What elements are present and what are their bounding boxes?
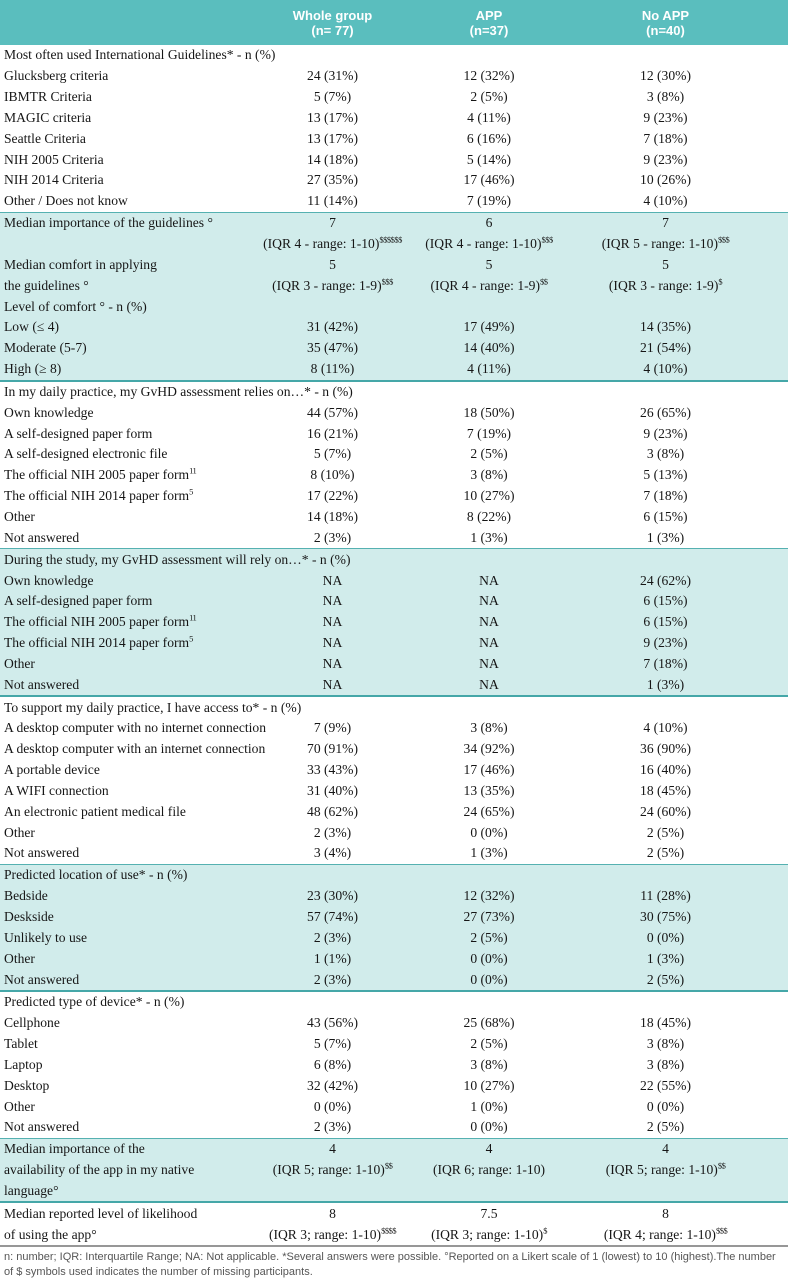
row-label: A desktop computer with no internet connection	[4, 720, 266, 736]
reference-superscript: 11	[189, 612, 197, 623]
row-label: The official NIH 2014 paper form$^5$	[4, 633, 193, 651]
cell-value: 70 (91%)	[307, 741, 358, 757]
cell-value: 9 (23%)	[643, 151, 688, 167]
table-row	[0, 1160, 788, 1181]
missing-participants-superscript: $$$$$$	[379, 234, 402, 245]
section-header-row	[0, 865, 788, 886]
cell-value: 0 (0%)	[470, 824, 508, 840]
cell-value: 3 (8%)	[646, 1056, 685, 1072]
cell-value: 3 (8%)	[470, 1056, 508, 1072]
table-row	[0, 338, 788, 359]
missing-participants-superscript: $$$	[718, 234, 730, 245]
cell-value: NA	[479, 676, 499, 692]
cell-value: 4	[329, 1141, 336, 1157]
table-row	[0, 191, 788, 212]
cell-value: 6 (8%)	[313, 1056, 352, 1072]
cell-value: NA	[322, 614, 343, 630]
row-label: Not answered	[4, 845, 80, 861]
row-label: Tablet	[4, 1036, 38, 1052]
cell-value: 4	[485, 1141, 493, 1157]
row-label: Other	[4, 950, 35, 966]
row-label: The official NIH 2005 paper form$^{11}$	[4, 612, 197, 630]
cell-value: 8 (11%)	[310, 361, 355, 377]
cell-value: 6 (15%)	[643, 508, 688, 524]
cell-value: 16 (40%)	[640, 762, 691, 778]
table-row	[0, 1013, 788, 1034]
cell-value: 1 (3%)	[646, 950, 685, 966]
cell-value: (IQR 3 - range: 1-9)$	[608, 276, 723, 293]
row-label: An electronic patient medical file	[4, 803, 186, 819]
row-group	[0, 45, 788, 212]
row-label: Most often used International Guidelines* - n (%)	[4, 47, 276, 63]
cell-value: 5	[329, 256, 336, 272]
cell-value: (IQR 4 - range: 1-9)$$	[430, 276, 548, 293]
header-col-whole-group	[255, 8, 410, 38]
cell-value: 14 (35%)	[640, 319, 691, 335]
header-col-no-app	[568, 8, 763, 38]
row-label: A self-designed electronic file	[4, 446, 168, 462]
missing-participants-superscript: $$	[384, 1160, 393, 1171]
row-label: Median comfort in applying	[4, 256, 157, 272]
table-row	[0, 1055, 788, 1076]
cell-value: 18 (45%)	[640, 782, 691, 798]
cell-value: 35 (47%)	[307, 340, 358, 356]
cell-value: 2 (5%)	[646, 845, 685, 861]
table-row	[0, 108, 788, 129]
cell-value: NA	[322, 572, 343, 588]
cell-value: 5 (7%)	[313, 89, 352, 105]
table-row	[0, 66, 788, 87]
cell-value: 7.5	[480, 1205, 498, 1221]
table-row	[0, 822, 788, 843]
table-row	[0, 1203, 788, 1224]
cell-value: 2 (3%)	[313, 529, 352, 545]
row-label: Laptop	[4, 1056, 43, 1072]
cell-value: 2 (5%)	[646, 824, 685, 840]
row-label: Low (≤ 4)	[4, 319, 60, 335]
cell-value: (IQR 3; range: 1-10)$$$$	[268, 1225, 397, 1242]
table-row	[0, 87, 788, 108]
row-label: MAGIC criteria	[4, 109, 92, 125]
highlight-band	[0, 864, 788, 992]
section-header-row	[0, 549, 788, 570]
cell-value: 32 (42%)	[307, 1077, 358, 1093]
cell-value: 7 (19%)	[466, 193, 512, 209]
cell-value: 6 (15%)	[643, 614, 688, 630]
row-label: Desktop	[4, 1077, 50, 1093]
table-row	[0, 653, 788, 674]
cell-value: 6 (15%)	[643, 593, 688, 609]
cell-value: 9 (23%)	[643, 425, 688, 441]
cell-value: 17 (46%)	[463, 762, 515, 778]
row-label: Other	[4, 824, 35, 840]
cell-value: (IQR 5 - range: 1-10)$$$	[601, 234, 730, 252]
cell-value: 30 (75%)	[640, 909, 691, 925]
cell-value: 2 (5%)	[646, 971, 685, 987]
cell-value: 5 (13%)	[643, 467, 688, 483]
table-row	[0, 444, 788, 465]
cell-value: (IQR 4; range: 1-10)$$$	[603, 1225, 728, 1242]
cell-value: 8 (10%)	[310, 467, 355, 483]
table-header-row	[0, 0, 788, 45]
row-label: Glucksberg criteria	[4, 68, 109, 84]
cell-value: NA	[322, 676, 343, 692]
cell-value: 25 (68%)	[463, 1015, 515, 1031]
cell-value: (IQR 5; range: 1-10)$$	[605, 1160, 726, 1178]
cell-value: 6 (16%)	[466, 130, 512, 146]
cell-value: 10 (27%)	[463, 488, 515, 504]
cell-value: 31 (42%)	[307, 319, 358, 335]
cell-value: 5 (14%)	[466, 151, 512, 167]
reference-superscript: 5	[189, 633, 193, 644]
cell-value: 0 (0%)	[470, 971, 508, 987]
cell-value: 10 (27%)	[463, 1077, 515, 1093]
table-row	[0, 969, 788, 990]
cell-value: 43 (56%)	[307, 1015, 358, 1031]
table-row	[0, 170, 788, 191]
row-label: A self-designed paper form	[4, 425, 153, 441]
cell-value: (IQR 6; range: 1-10)	[432, 1162, 546, 1178]
row-label: Median importance of the guidelines °	[4, 215, 213, 231]
cell-value: 27 (35%)	[307, 172, 358, 188]
cell-value: NA	[479, 655, 499, 671]
header-col-app	[410, 8, 568, 38]
cell-value: 24 (31%)	[307, 68, 358, 84]
row-label: Not answered	[4, 1119, 80, 1135]
highlight-band	[0, 548, 788, 697]
cell-value: 8	[329, 1205, 336, 1221]
cell-value: (IQR 3 - range: 1-9)$$$	[272, 276, 393, 293]
cell-value: 5 (7%)	[313, 446, 352, 462]
cell-value: 0 (0%)	[470, 950, 508, 966]
reference-superscript: 5	[189, 486, 193, 497]
section-header-row	[0, 296, 788, 317]
table-row	[0, 465, 788, 486]
cell-value: 2 (3%)	[313, 824, 352, 840]
header-col-n: (n=37)	[469, 22, 509, 38]
cell-value: 11 (14%)	[307, 193, 358, 209]
cell-value: 12 (32%)	[463, 68, 515, 84]
cell-value: 2 (5%)	[470, 446, 508, 462]
row-group	[0, 1203, 788, 1245]
cell-value: 12 (30%)	[640, 68, 691, 84]
cell-value: 3 (8%)	[646, 89, 685, 105]
row-label: In my daily practice, my GvHD assessment relies on…* - n (%)	[4, 383, 353, 399]
missing-participants-superscript: $	[543, 1225, 547, 1236]
table-row	[0, 718, 788, 739]
row-label: The official NIH 2005 paper form$^{11}$	[4, 465, 197, 483]
header-col-label: No APP	[641, 7, 690, 23]
header-col-n: (n=40)	[646, 22, 685, 38]
cell-value: 3 (4%)	[313, 845, 352, 861]
cell-value: (IQR 3; range: 1-10)$	[431, 1225, 547, 1242]
cell-value: 24 (65%)	[463, 803, 515, 819]
header-col-n: (n= 77)	[311, 22, 354, 38]
cell-value: 11 (28%)	[640, 888, 691, 904]
cell-value: NA	[322, 593, 343, 609]
table-row	[0, 527, 788, 548]
cell-value: 4 (11%)	[467, 109, 511, 125]
table-row	[0, 234, 788, 255]
row-group	[0, 697, 788, 864]
cell-value: 34 (92%)	[463, 741, 515, 757]
table-row	[0, 1075, 788, 1096]
table-row	[0, 927, 788, 948]
row-label: A self-designed paper form	[4, 593, 153, 609]
row-label: Level of comfort ° - n (%)	[4, 298, 147, 314]
table-row	[0, 781, 788, 802]
reference-superscript: 11	[189, 465, 197, 476]
row-label: Cellphone	[4, 1015, 60, 1031]
missing-participants-superscript: $$$	[715, 1225, 728, 1236]
cell-value: 0 (0%)	[646, 929, 685, 945]
row-label: A portable device	[4, 762, 100, 778]
header-col-label: APP	[475, 7, 503, 23]
cell-value: 8 (22%)	[466, 508, 512, 524]
cell-value: 0 (0%)	[313, 1098, 352, 1114]
cell-value: 7 (9%)	[313, 720, 352, 736]
cell-value: 10 (26%)	[640, 172, 691, 188]
cell-value: 3 (8%)	[646, 1036, 685, 1052]
cell-value: 3 (8%)	[646, 446, 685, 462]
section-header-row	[0, 992, 788, 1013]
row-label: NIH 2014 Criteria	[4, 172, 104, 188]
row-label: Predicted type of device* - n (%)	[4, 994, 185, 1010]
cell-value: 3 (8%)	[470, 467, 508, 483]
table-row	[0, 612, 788, 633]
row-label: Not answered	[4, 529, 80, 545]
row-label: Moderate (5-7)	[4, 340, 87, 356]
table-row	[0, 886, 788, 907]
cell-value: 5 (7%)	[313, 1036, 352, 1052]
cell-value: 4 (10%)	[643, 720, 688, 736]
cell-value: 3 (8%)	[470, 720, 508, 736]
table-row	[0, 591, 788, 612]
highlight-band	[0, 212, 788, 382]
table-row	[0, 739, 788, 760]
missing-participants-superscript: $$$$	[381, 1225, 397, 1236]
cell-value: 1 (3%)	[470, 845, 508, 861]
cell-value: NA	[479, 593, 499, 609]
table-row	[0, 486, 788, 507]
row-label: Not answered	[4, 676, 80, 692]
row-label: language°	[4, 1182, 59, 1198]
cell-value: 12 (32%)	[463, 888, 515, 904]
row-label: Bedside	[4, 888, 48, 904]
table-row	[0, 213, 788, 234]
cell-value: 7 (19%)	[466, 425, 512, 441]
table-row	[0, 275, 788, 296]
cell-value: NA	[322, 635, 343, 651]
header-col-label: Whole group	[292, 7, 373, 23]
table-row	[0, 760, 788, 781]
missing-participants-superscript: $$$	[381, 276, 393, 287]
cell-value: 7 (18%)	[643, 130, 688, 146]
row-label: of using the app°	[4, 1226, 97, 1242]
cell-value: 9 (23%)	[643, 635, 688, 651]
cell-value: 14 (18%)	[307, 508, 358, 524]
cell-value: 7	[329, 215, 336, 231]
cell-value: 1 (3%)	[470, 529, 508, 545]
cell-value: 4 (10%)	[643, 193, 688, 209]
missing-participants-superscript: $$	[539, 276, 548, 287]
cell-value: 14 (40%)	[463, 340, 515, 356]
cell-value: 17 (49%)	[463, 319, 515, 335]
cell-value: NA	[479, 635, 499, 651]
cell-value: 9 (23%)	[643, 109, 688, 125]
highlight-band	[0, 1138, 788, 1204]
cell-value: 7 (18%)	[643, 655, 688, 671]
row-label: the guidelines °	[4, 277, 89, 293]
cell-value: 4	[662, 1141, 669, 1157]
cell-value: 7 (18%)	[643, 488, 688, 504]
row-label: Median reported level of likelihood	[4, 1205, 198, 1221]
row-label: A WIFI connection	[4, 782, 109, 798]
row-label: Own knowledge	[4, 572, 94, 588]
table-row	[0, 633, 788, 654]
cell-value: 2 (5%)	[470, 929, 508, 945]
table-row	[0, 1224, 788, 1245]
cell-value: 44 (57%)	[307, 404, 358, 420]
table-row	[0, 1181, 788, 1202]
section-header-row	[0, 697, 788, 718]
cell-value: 18 (50%)	[463, 404, 515, 420]
table-row	[0, 1096, 788, 1117]
cell-value: 31 (40%)	[307, 782, 358, 798]
row-group	[0, 382, 788, 549]
cell-value: 27 (73%)	[463, 909, 515, 925]
cell-value: 7	[662, 215, 669, 231]
section-header-row	[0, 382, 788, 403]
cell-value: (IQR 5; range: 1-10)$$	[272, 1160, 393, 1178]
cell-value: 22 (55%)	[640, 1077, 691, 1093]
cell-value: 13 (35%)	[463, 782, 515, 798]
cell-value: (IQR 4 - range: 1-10)$$$$$$	[263, 234, 402, 252]
cell-value: 1 (3%)	[646, 529, 685, 545]
cell-value: 1 (0%)	[470, 1098, 508, 1114]
row-label: availability of the app in my native	[4, 1162, 195, 1178]
cell-value: 33 (43%)	[307, 762, 358, 778]
cell-value: 1 (3%)	[646, 676, 685, 692]
cell-value: 26 (65%)	[640, 404, 691, 420]
cell-value: 23 (30%)	[307, 888, 358, 904]
table-row	[0, 948, 788, 969]
section-header-row	[0, 45, 788, 66]
row-label: Predicted location of use* - n (%)	[4, 867, 188, 883]
table-row	[0, 254, 788, 275]
cell-value: 2 (3%)	[313, 1119, 352, 1135]
cell-value: 4 (10%)	[643, 361, 688, 377]
cell-value: 17 (46%)	[463, 172, 515, 188]
row-label: IBMTR Criteria	[4, 89, 92, 105]
cell-value: NA	[479, 614, 499, 630]
row-group	[0, 992, 788, 1138]
table-row	[0, 317, 788, 338]
row-label: Unlikely to use	[4, 929, 88, 945]
table-row	[0, 1117, 788, 1138]
cell-value: 16 (21%)	[307, 425, 358, 441]
cell-value: 24 (62%)	[640, 572, 691, 588]
table-row	[0, 674, 788, 695]
row-label: Other	[4, 655, 35, 671]
cell-value: 8	[662, 1205, 669, 1221]
cell-value: 6	[485, 215, 493, 231]
row-label: Other	[4, 1098, 35, 1114]
cell-value: (IQR 4 - range: 1-10)$$$	[425, 234, 553, 252]
row-label: NIH 2005 Criteria	[4, 151, 104, 167]
row-label: A desktop computer with an internet connection	[4, 741, 266, 757]
cell-value: 2 (3%)	[313, 929, 352, 945]
cell-value: 13 (17%)	[307, 109, 358, 125]
cell-value: 2 (3%)	[313, 971, 352, 987]
cell-value: 57 (74%)	[307, 909, 358, 925]
row-label: Seattle Criteria	[4, 130, 86, 146]
cell-value: 2 (5%)	[470, 1036, 508, 1052]
row-label: Own knowledge	[4, 404, 94, 420]
table-body	[0, 45, 788, 1245]
row-label: High (≥ 8)	[4, 361, 62, 377]
cell-value: 2 (5%)	[470, 89, 508, 105]
cell-value: 5	[662, 256, 669, 272]
row-label: To support my daily practice, I have access to* - n (%)	[4, 699, 302, 715]
row-label: Deskside	[4, 909, 54, 925]
table-row	[0, 507, 788, 528]
table-row	[0, 1034, 788, 1055]
cell-value: 24 (60%)	[640, 803, 691, 819]
missing-participants-superscript: $$$	[541, 234, 553, 245]
row-label: Not answered	[4, 971, 80, 987]
cell-value: 21 (54%)	[640, 340, 691, 356]
cell-value: 36 (90%)	[640, 741, 691, 757]
row-label: Other	[4, 508, 35, 524]
cell-value: 18 (45%)	[640, 1015, 691, 1031]
cell-value: NA	[322, 655, 343, 671]
table-row	[0, 843, 788, 864]
row-label: The official NIH 2014 paper form$^5$	[4, 486, 193, 504]
cell-value: 17 (22%)	[307, 488, 358, 504]
cell-value: 0 (0%)	[646, 1098, 685, 1114]
cell-value: 2 (5%)	[646, 1119, 685, 1135]
row-label: During the study, my GvHD assessment will rely on…* - n (%)	[4, 551, 351, 567]
table-row	[0, 801, 788, 822]
cell-value: 1 (1%)	[313, 950, 352, 966]
table-row	[0, 570, 788, 591]
cell-value: 5	[485, 256, 493, 272]
cell-value: NA	[479, 572, 499, 588]
cell-value: 14 (18%)	[307, 151, 358, 167]
table-row	[0, 402, 788, 423]
row-label: Other / Does not know	[4, 193, 128, 209]
missing-participants-superscript: $$	[717, 1160, 726, 1171]
table-row	[0, 423, 788, 444]
table-row	[0, 128, 788, 149]
cell-value: 4 (11%)	[467, 361, 511, 377]
table-row	[0, 149, 788, 170]
row-label: Median importance of the	[4, 1141, 145, 1157]
table-row	[0, 359, 788, 380]
cell-value: 0 (0%)	[470, 1119, 508, 1135]
table-row	[0, 1139, 788, 1160]
table-row	[0, 907, 788, 928]
cell-value: 48 (62%)	[307, 803, 358, 819]
table-footnote: n: number; IQR: Interquartile Range; NA: Not applicable. *Several answers were possible. °Reported on a Likert scale of 1 (lowest) to 10 (highest).The number of $ symbols used indicates the number of missing participants.	[0, 1245, 788, 1279]
cell-value: 13 (17%)	[307, 130, 358, 146]
missing-participants-superscript: $	[718, 276, 723, 287]
